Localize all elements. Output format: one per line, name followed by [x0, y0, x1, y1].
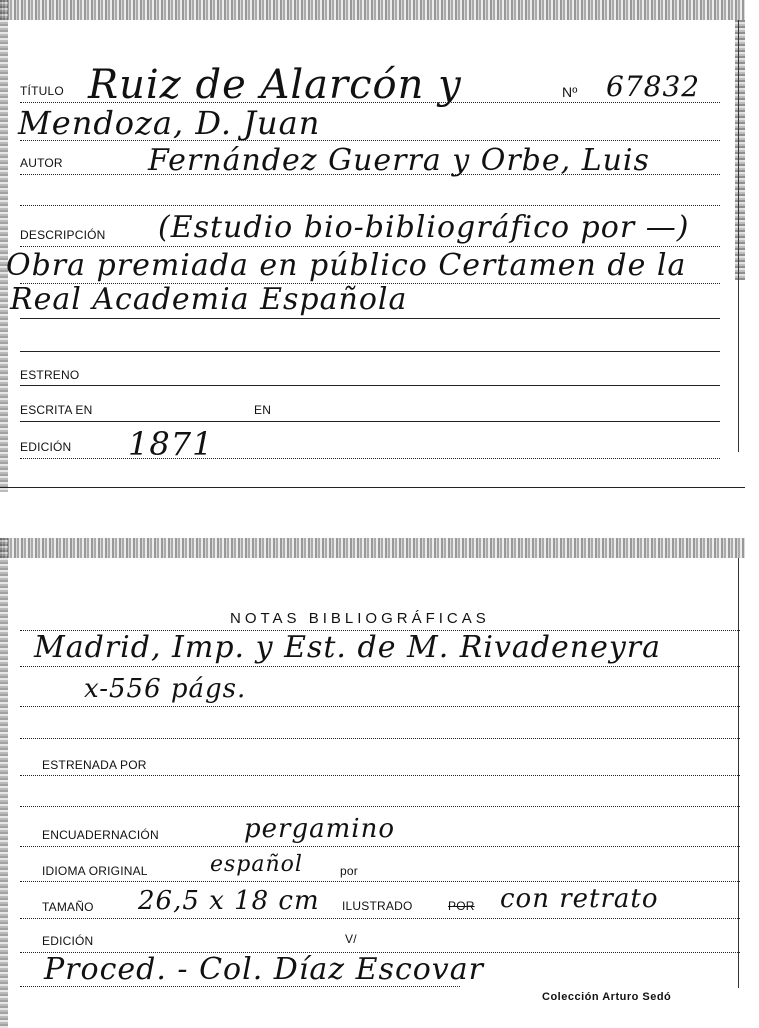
scan-noise-top	[0, 538, 745, 558]
notas-heading: NOTAS BIBLIOGRÁFICAS	[230, 610, 490, 627]
edicion-rule	[20, 458, 720, 459]
notas-rule-1	[20, 666, 740, 667]
tamano-label: TAMAÑO	[42, 900, 94, 914]
notas-rule-2	[20, 706, 740, 707]
card-edge	[738, 20, 739, 452]
estrenada-rule	[20, 775, 740, 776]
ilustrado-struck: POR	[448, 899, 475, 913]
edicion-label: EDICIÓN	[20, 440, 72, 454]
idioma-suffix: por	[340, 864, 358, 878]
edicion-mark: V/	[345, 932, 357, 946]
idioma-value: español	[210, 852, 303, 877]
tamano-rule	[20, 918, 740, 919]
notas-rule-3	[20, 738, 740, 739]
scan-noise-right	[735, 20, 745, 280]
autor-label: AUTOR	[20, 156, 63, 170]
card-bottom-rule	[0, 487, 745, 488]
titulo-rule-2	[20, 140, 720, 141]
scan-noise-left	[0, 538, 8, 1028]
edicion-value: 1871	[128, 425, 214, 463]
descripcion-label: DESCRIPCIÓN	[20, 228, 106, 242]
titulo-rule-1	[20, 102, 720, 103]
estreno-rule	[20, 385, 720, 386]
numero-value: 67832	[606, 70, 701, 103]
titulo-label: TÍTULO	[20, 84, 64, 98]
catalog-card-back	[0, 538, 745, 1028]
titulo-value-line2: Mendoza, D. Juan	[18, 104, 321, 142]
ilustrado-label: ILUSTRADO	[342, 899, 413, 913]
procedencia-value: Proced. - Col. Díaz Escovar	[44, 952, 484, 987]
blank-rule-1	[20, 205, 720, 206]
autor-value: Fernández Guerra y Orbe, Luis	[148, 143, 650, 178]
descripcion-rule-3	[20, 318, 720, 319]
en-label: EN	[254, 403, 272, 417]
encuadernacion-value: pergamino	[244, 814, 395, 844]
notas-value-line2: x-556 págs.	[84, 674, 247, 704]
procedencia-rule	[20, 986, 460, 987]
collection-footer: Colección Arturo Sedó	[542, 991, 672, 1003]
idioma-label: IDIOMA ORIGINAL	[42, 864, 148, 878]
blank-rule	[20, 806, 740, 807]
tamano-value: 26,5 x 18 cm	[138, 886, 320, 916]
scan-noise-left	[0, 0, 8, 492]
edicion-label: EDICIÓN	[42, 934, 94, 948]
estreno-label: ESTRENO	[20, 368, 80, 382]
idioma-rule	[20, 881, 740, 882]
descripcion-rule-1	[20, 246, 720, 247]
notas-value-line1: Madrid, Imp. y Est. de M. Rivadeneyra	[34, 630, 662, 665]
encuadernacion-label: ENCUADERNACIÓN	[42, 828, 159, 842]
autor-rule	[20, 174, 720, 175]
numero-label: Nº	[562, 84, 578, 100]
scan-noise-top	[0, 0, 745, 20]
catalog-card-front	[0, 0, 745, 492]
card-edge	[738, 558, 739, 988]
descripcion-value-line1: (Estudio bio-bibliográfico por —)	[158, 210, 690, 245]
descripcion-value-line2: Obra premiada en público Certamen de la	[6, 248, 687, 283]
estrenada-por-label: ESTRENADA POR	[42, 758, 147, 772]
ilustrado-value: con retrato	[500, 884, 659, 914]
encuadernacion-rule	[20, 846, 740, 847]
titulo-value-line1: Ruiz de Alarcón y	[88, 62, 462, 108]
descripcion-value-line3: Real Academia Española	[10, 282, 408, 317]
escrita-rule	[20, 421, 720, 422]
blank-rule-2	[20, 351, 720, 352]
escrita-en-label: ESCRITA EN	[20, 403, 93, 417]
